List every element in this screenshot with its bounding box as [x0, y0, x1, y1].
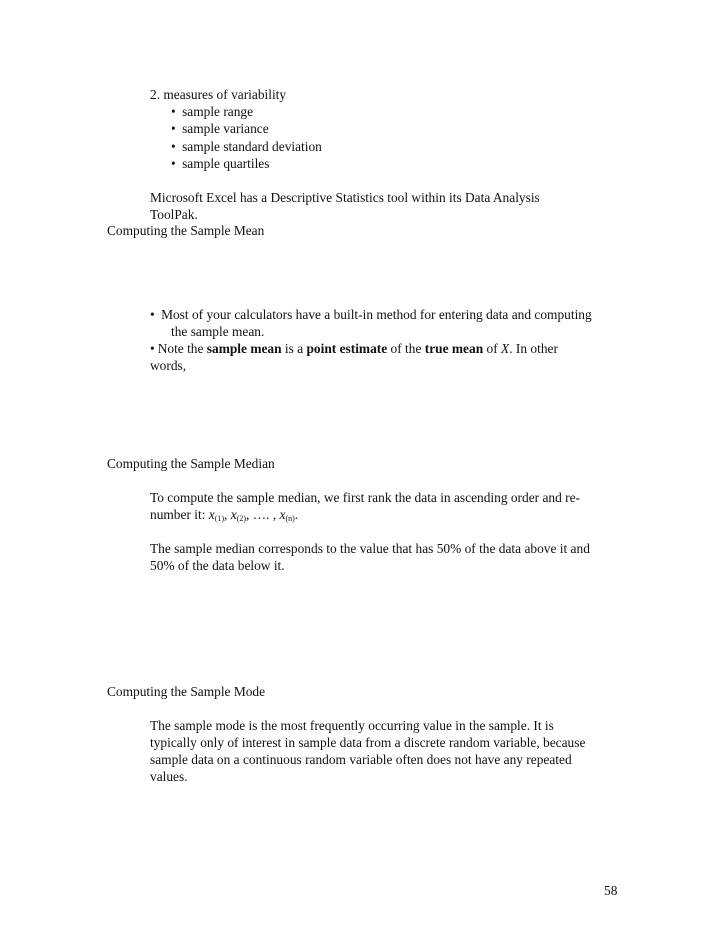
median-text: , …. , [246, 507, 280, 522]
page-number: 58 [604, 883, 618, 898]
list-item [171, 138, 322, 155]
mode-paragraph-line: sample data on a continuous random variable often does not have any repeated [150, 752, 572, 767]
excel-note-line: ToolPak. [150, 207, 198, 222]
note-text: . In other [509, 341, 558, 356]
median-paragraph-line: To compute the sample median, we first rank the data in ascending order and re- [150, 490, 581, 505]
median-text: , [224, 507, 231, 522]
mean-note-line: words, [150, 358, 187, 373]
median-paragraph-line: 50% of the data below it. [150, 558, 285, 573]
term-point-estimate: point estimate [306, 341, 388, 356]
mode-paragraph-line: values. [150, 769, 188, 784]
subscript: (n) [285, 514, 295, 523]
median-text: . [294, 507, 299, 522]
median-paragraph-line [150, 506, 298, 523]
bullet: • [171, 156, 176, 171]
mean-bullet-line [150, 306, 592, 323]
mean-note-line [150, 340, 558, 357]
list-item [171, 155, 269, 172]
note-text: of the [387, 341, 425, 356]
section-heading-mode: Computing the Sample Mode [107, 684, 266, 699]
mode-paragraph-line: The sample mode is the most frequently occurring value in the sample. It is [150, 718, 554, 733]
note-text: Note the [157, 341, 207, 356]
mode-paragraph-line: typically only of interest in sample data from a discrete random variable, because [150, 735, 586, 750]
median-text: number it: [150, 507, 209, 522]
subscript: (2) [236, 514, 247, 523]
list-item-text: sample quartiles [182, 156, 270, 171]
bullet: • [171, 121, 176, 136]
list-item-text: sample standard deviation [182, 139, 322, 154]
median-paragraph-line: The sample median corresponds to the value that has 50% of the data above it and [150, 541, 590, 556]
variable-x: X [501, 341, 510, 356]
list-item-text: sample range [182, 104, 254, 119]
mean-bullet-line: the sample mean. [171, 324, 265, 339]
note-text: of [483, 341, 502, 356]
excel-note-line: Microsoft Excel has a Descriptive Statistics tool within its Data Analysis [150, 190, 540, 205]
subscript: (1) [214, 514, 225, 523]
section-heading-mean: Computing the Sample Mean [107, 223, 265, 238]
list-item-text: sample variance [182, 121, 269, 136]
bullet: • [150, 307, 155, 322]
note-text: is a [281, 341, 307, 356]
list-item [171, 120, 269, 137]
list-item [171, 103, 253, 120]
order-stat-x: x [279, 507, 286, 522]
term-true-mean: true mean [424, 341, 484, 356]
bullet: • [171, 104, 176, 119]
bullet: • [171, 139, 176, 154]
order-stat-x: x [230, 507, 237, 522]
order-stat-x: x [208, 507, 215, 522]
variability-heading: 2. measures of variability [150, 87, 287, 102]
section-heading-median: Computing the Sample Median [107, 456, 275, 471]
mean-bullet-text: Most of your calculators have a built-in method for entering data and computing [161, 307, 592, 322]
term-sample-mean: sample mean [206, 341, 282, 356]
bullet: • [150, 341, 155, 356]
